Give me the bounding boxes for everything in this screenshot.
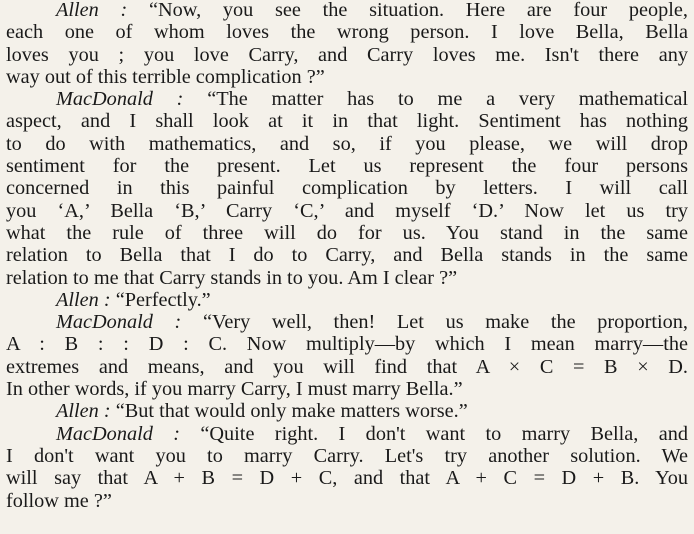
line-text: concerned in this painful complication by letters. I will call: [6, 177, 688, 200]
text-line: [6, 21, 688, 43]
line-text: relation to Bella that I do to Carry, and Bella stands in the same: [6, 244, 688, 267]
text-line: [6, 423, 688, 445]
text-line: [6, 267, 688, 289]
text-line: [6, 88, 688, 110]
speaker-name: MacDonald :: [56, 311, 182, 334]
dialogue-text: [6, 0, 688, 512]
text-line: [6, 133, 688, 155]
text-line: [6, 356, 688, 378]
line-text: “Perfectly.”: [110, 288, 211, 311]
line-text: “Very well, then! Let us make the proportion,: [181, 311, 688, 334]
line-text: I don't want you to marry Carry. Let's try another solution. We: [6, 444, 688, 467]
line-text: “Quite right. I don't want to marry Bella, and: [180, 422, 688, 445]
line-text: In other words, if you marry Carry, I must marry Bella.”: [6, 378, 463, 401]
text-line: [6, 333, 688, 355]
line-text: A : B : : D : C. Now multiply—by which I mean marry—the: [6, 333, 688, 356]
text-line: [6, 289, 688, 311]
text-line: [6, 66, 688, 88]
line-text: extremes and means, and you will find that A × C = B × D.: [6, 355, 688, 378]
text-line: [6, 222, 688, 244]
text-line: [6, 244, 688, 266]
line-text: loves you ; you love Carry, and Carry loves me. Isn't there any: [6, 43, 688, 66]
text-line: [6, 155, 688, 177]
text-line: [6, 0, 688, 21]
text-line: [6, 110, 688, 132]
line-text: “Now, you see the situation. Here are four people,: [127, 0, 688, 21]
text-line: [6, 44, 688, 66]
text-line: [6, 177, 688, 199]
text-line: [6, 311, 688, 333]
text-line: [6, 200, 688, 222]
line-text: way out of this terrible complication ?”: [6, 65, 325, 88]
speaker-name: Allen :: [56, 400, 111, 423]
text-line: [6, 445, 688, 467]
speaker-name: MacDonald :: [56, 88, 184, 111]
line-text: “But that would only make matters worse.”: [110, 400, 468, 423]
text-line: [6, 467, 688, 489]
line-text: aspect, and I shall look at it in that light. Sentiment has nothing: [6, 110, 688, 133]
line-text: “The matter has to me a very mathematical: [183, 88, 688, 111]
line-text: you ‘A,’ Bella ‘B,’ Carry ‘C,’ and myself ‘D.’ Now let us try: [6, 199, 688, 222]
line-text: each one of whom loves the wrong person. I love Bella, Bella: [6, 21, 688, 44]
speaker-name: Allen :: [56, 288, 111, 311]
speaker-name: Allen :: [56, 0, 128, 21]
line-text: sentiment for the present. Let us represent the four persons: [6, 155, 688, 178]
line-text: will say that A + B = D + C, and that A + C = D + B. You: [6, 467, 688, 490]
text-line: [6, 378, 688, 400]
text-line: [6, 490, 688, 512]
line-text: follow me ?”: [6, 489, 112, 512]
line-text: what the rule of three will do for us. You stand in the same: [6, 221, 688, 244]
line-text: relation to me that Carry stands in to you. Am I clear ?”: [6, 266, 458, 289]
speaker-name: MacDonald :: [56, 422, 181, 445]
line-text: to do with mathematics, and so, if you please, we will drop: [6, 132, 688, 155]
text-line: [6, 400, 688, 422]
